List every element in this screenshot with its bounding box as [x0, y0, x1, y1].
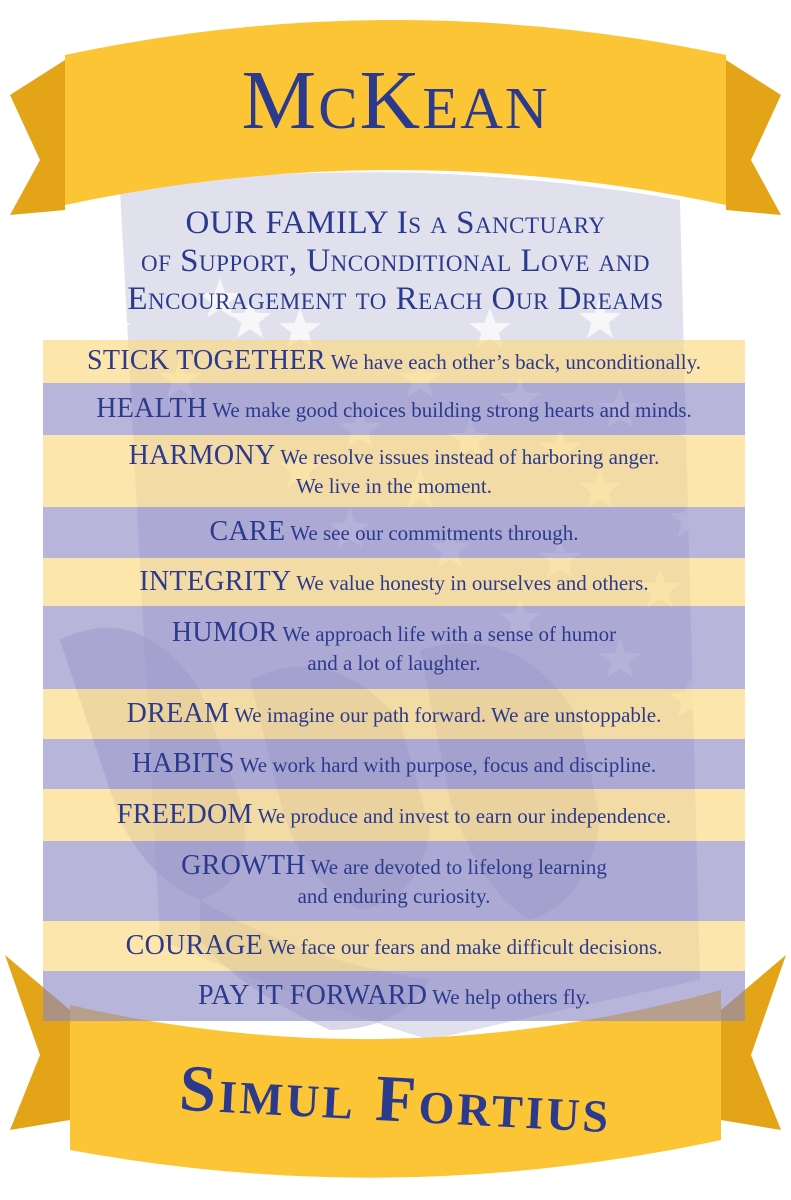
value-word: HEALTH — [96, 392, 208, 424]
value-word: INTEGRITY — [139, 565, 292, 597]
value-desc: We help others fly. — [432, 984, 591, 1009]
tagline-line: of Support, Unconditional Love and — [141, 243, 650, 279]
value-row-health — [43, 383, 745, 435]
value-desc-line2: We live in the moment. — [295, 474, 492, 498]
value-word: STICK TOGETHER — [86, 345, 326, 376]
value-word: HUMOR — [171, 616, 278, 648]
tagline-line: Encouragement to Reach Our Dreams — [127, 281, 664, 317]
value-word: COURAGE — [125, 929, 264, 961]
value-word: PAY IT FORWARD — [197, 979, 428, 1011]
value-row-growth — [43, 841, 745, 921]
value-desc: We imagine our path forward. We are unstoppable. — [234, 702, 662, 727]
value-desc: We work hard with purpose, focus and discipline. — [239, 752, 657, 777]
value-row-stick-together — [43, 340, 745, 383]
value-desc: We approach life with a sense of humor — [282, 621, 617, 646]
value-row-care — [43, 507, 745, 558]
value-word: CARE — [209, 516, 286, 547]
value-desc: We value honesty in ourselves and others. — [296, 570, 649, 595]
value-row-habits — [43, 739, 745, 789]
value-desc: We have each other’s back, unconditionally. — [330, 350, 702, 374]
value-word: GROWTH — [181, 850, 306, 881]
value-word: HARMONY — [128, 440, 276, 471]
value-desc-line2: and a lot of laughter. — [307, 650, 481, 675]
values-list — [43, 340, 745, 1021]
banner-motto: Simul Fortius — [177, 1051, 614, 1148]
banner-title: McKean — [241, 54, 550, 147]
value-desc-line2: and enduring curiosity. — [297, 884, 491, 908]
tagline — [0, 204, 791, 318]
value-word: DREAM — [126, 697, 230, 729]
value-row-dream — [43, 689, 745, 739]
value-row-humor — [43, 606, 745, 689]
value-row-harmony — [43, 435, 745, 507]
value-row-courage — [43, 921, 745, 971]
value-row-integrity — [43, 558, 745, 606]
tagline-line: OUR FAMILY Is a Sanctuary — [185, 205, 606, 241]
value-desc: We resolve issues instead of harboring anger. — [280, 445, 660, 469]
value-desc: We face our fears and make difficult decisions. — [267, 934, 663, 959]
value-row-freedom — [43, 789, 745, 841]
value-desc: We are devoted to lifelong learning — [310, 855, 607, 879]
value-desc: We see our commitments through. — [290, 521, 579, 545]
value-word: HABITS — [131, 747, 235, 779]
value-desc: We make good choices building strong hearts and minds. — [212, 397, 692, 422]
value-row-pay-it-forward — [43, 971, 745, 1021]
value-word: FREEDOM — [116, 798, 253, 830]
value-desc: We produce and invest to earn our independence. — [257, 803, 672, 828]
